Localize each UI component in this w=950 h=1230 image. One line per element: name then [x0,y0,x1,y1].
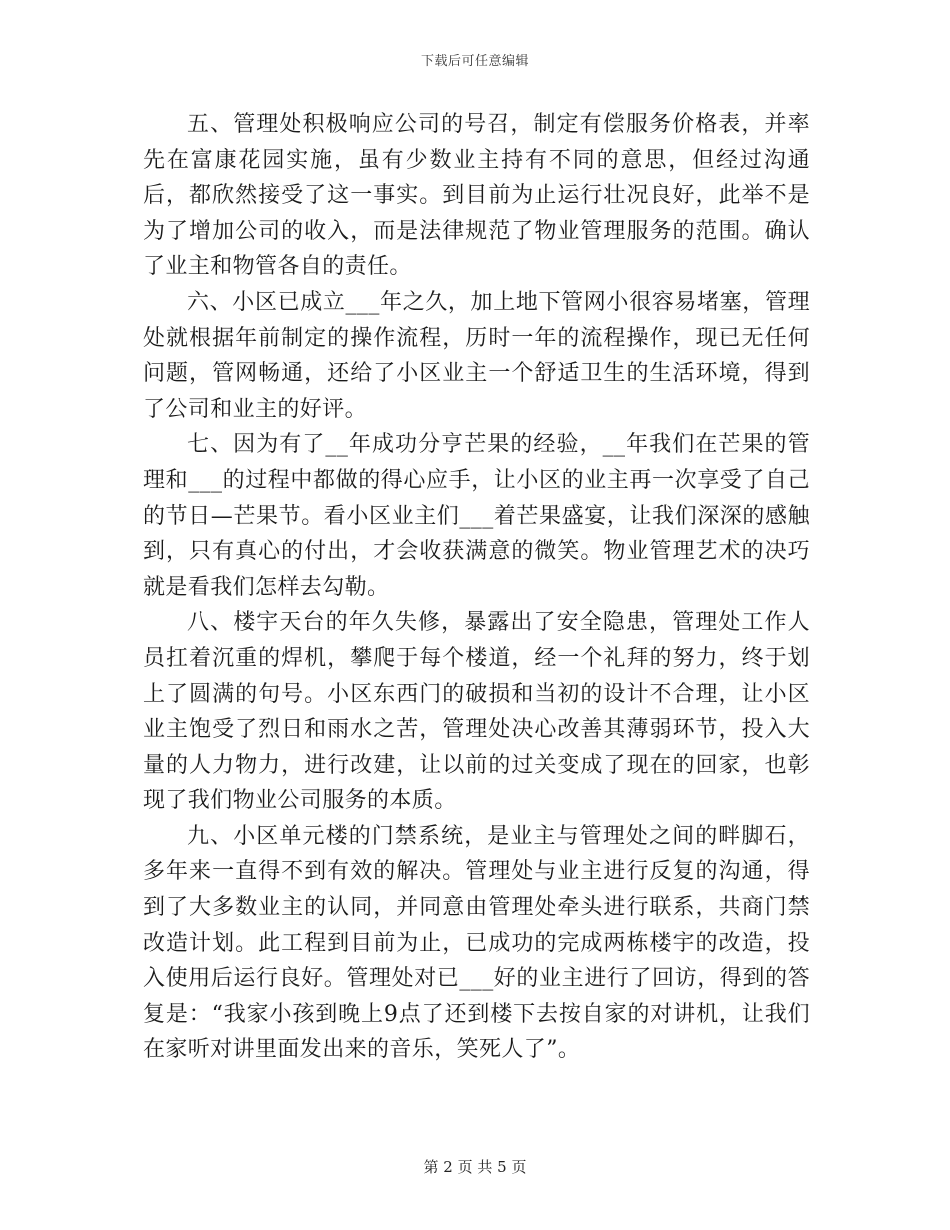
page-number: 第 2 页 共 5 页 [423,1158,527,1176]
document-body [143,107,810,1068]
paragraph-5: 五、管理处积极响应公司的号召，制定有偿服务价格表，并率先在富康花园实施，虽有少数业主持有不同的意思，但经过沟通后，都欣然接受了这一事实。到目前为止运行壮况良好，此举不是为了增加公司的收入，而是法律规范了物业管理服务的范围。确认了业主和物管各自的责任。 [143,112,810,280]
paragraph-6: 六、小区已成立___年之久，加上地下管网小很容易堵塞，管理处就根据年前制定的操作流程，历时一年的流程操作，现已无任何问题，管网畅通，还给了小区业主一个舒适卫生的生活环境，得到了公司和业主的好评。 [143,289,810,422]
paragraph-8: 八、楼宇天台的年久失修，暴露出了安全隐患，管理处工作人员扛着沉重的焊机，攀爬于每个楼道，经一个礼拜的努力，终于划上了圆满的句号。小区东西门的破损和当初的设计不合理，让小区业主饱受了烈日和雨水之苦，管理处决心改善其薄弱环节，投入大量的人力物力，进行改建，让以前的过关变成了现在的回家，也彰现了我们物业公司服务的本质。 [143,610,810,814]
paragraph-7: 七、因为有了__年成功分亨芒果的经验，__年我们在芒果的管理和___的过程中都做的得心应手，让小区的业主再一次享受了自己的节日—芒果节。看小区业主们___着芒果盛宴，让我们深深的感触到，只有真心的付出，才会收获满意的微笑。物业管理艺术的决巧就是看我们怎样去勾勒。 [143,432,810,600]
page-header: 下载后可任意编辑 [420,54,529,69]
paragraph-9: 九、小区单元楼的门禁系统，是业主与管理处之间的畔脚石，多年来一直得不到有效的解决。管理处与业主进行反复的沟通，得到了大多数业主的认同，并同意由管理处牵头进行联系，共商门禁改造计划。此工程到目前为止，已成功的完成两栋楼宇的改造，投入使用后运行良好。管理处对已___好的业主进行了回访，得到的答复是：“我家小孩到晚上9点了还到楼下去按自家的对讲机，让我们在家听对讲里面发出来的音乐，笑死人了”。 [143,823,810,1063]
